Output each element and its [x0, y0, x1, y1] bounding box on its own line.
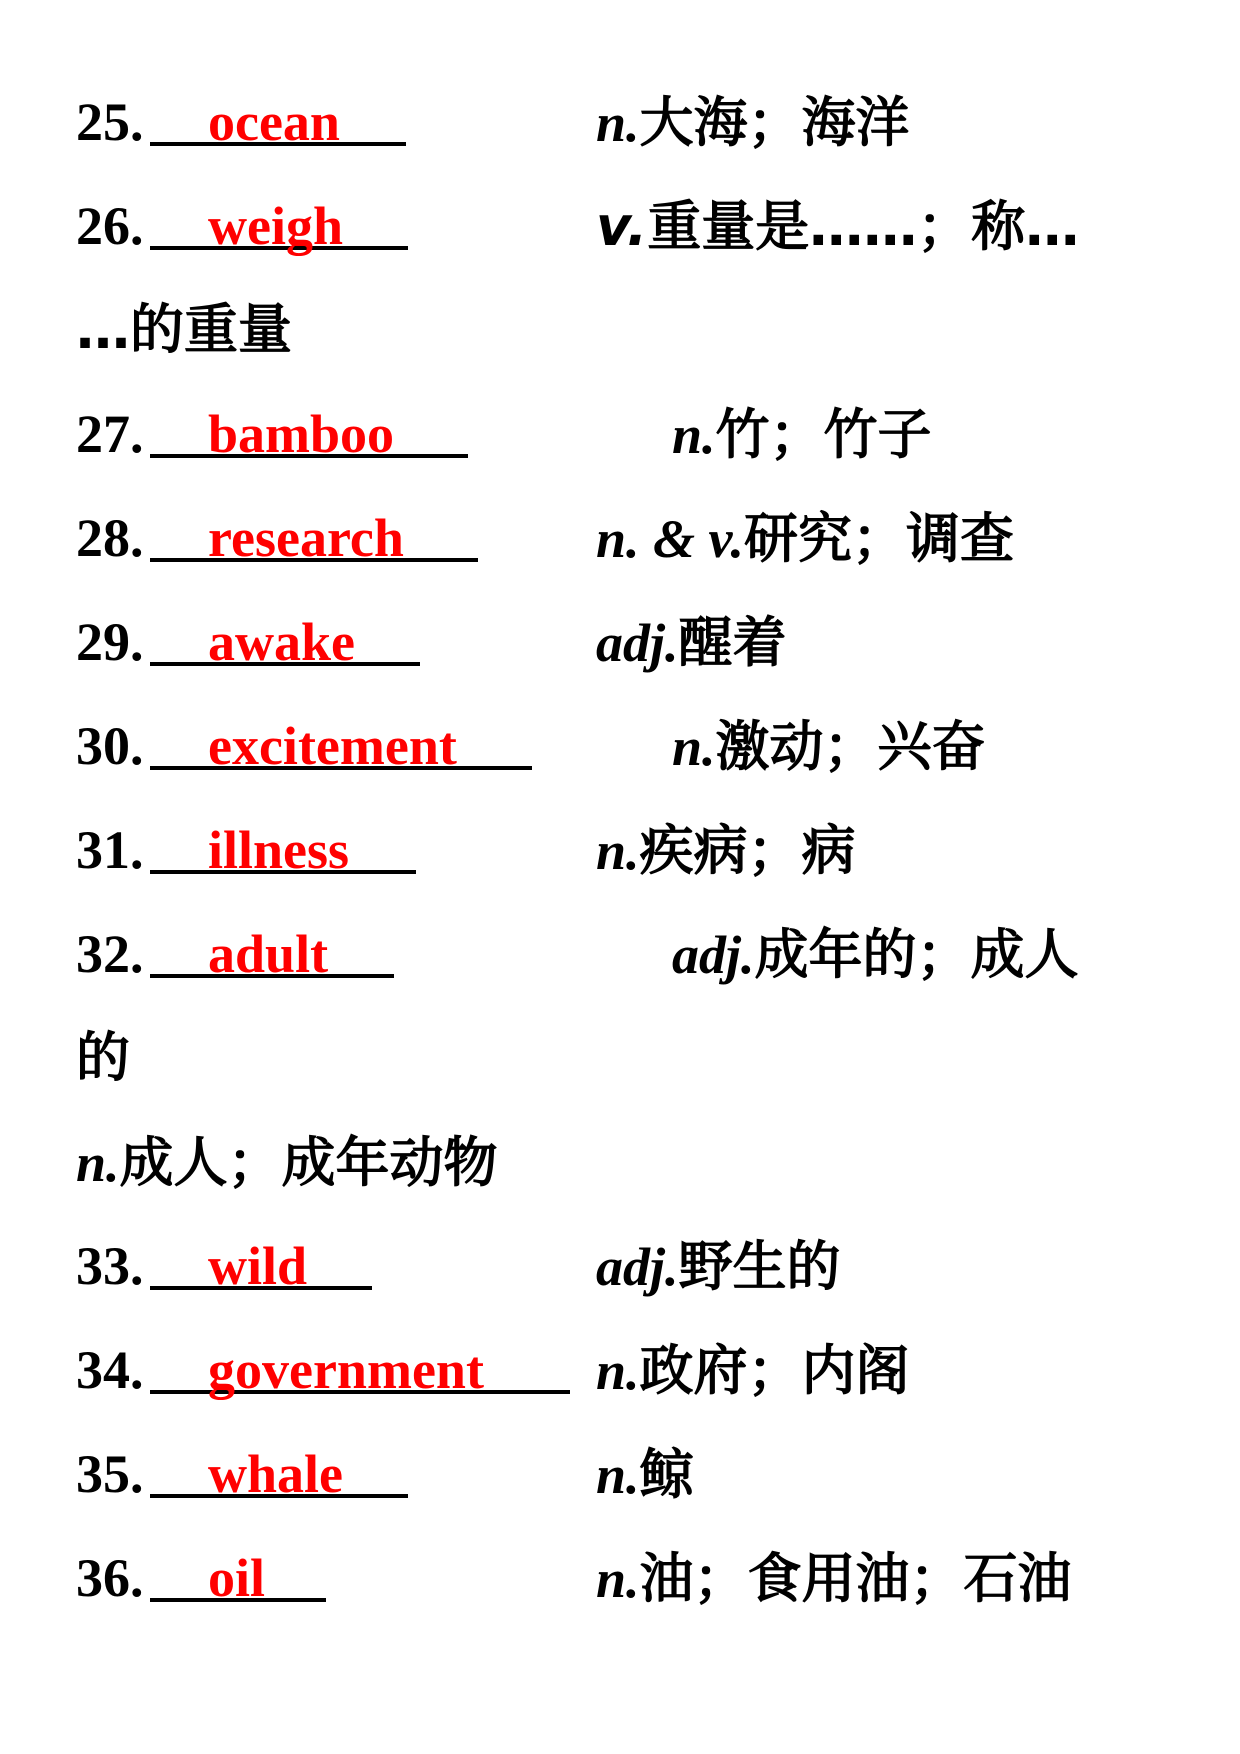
part-of-speech: v. — [596, 195, 648, 258]
definition — [596, 1424, 694, 1525]
part-of-speech: n. & v. — [596, 509, 744, 569]
answer-word: wild — [208, 1236, 308, 1296]
answer-word: whale — [208, 1444, 343, 1504]
entry-30 — [0, 696, 1240, 796]
definition — [672, 384, 932, 485]
entry-36 — [0, 1528, 1240, 1628]
entry-33 — [0, 1216, 1240, 1316]
chinese-meaning: 激动；兴奋 — [715, 715, 986, 778]
answer-blank[interactable] — [150, 1528, 326, 1628]
definition — [76, 1112, 498, 1213]
answer-word: weigh — [208, 196, 343, 256]
part-of-speech: n. — [672, 405, 716, 465]
definition — [596, 800, 856, 901]
entry-number: 27. — [76, 404, 144, 464]
entry-35 — [0, 1424, 1240, 1524]
answer-word: excitement — [208, 716, 457, 776]
chinese-meaning: 研究；调查 — [744, 507, 1014, 570]
part-of-speech: n. — [596, 821, 640, 881]
answer-word: illness — [208, 820, 350, 880]
definition — [596, 1528, 1072, 1629]
chinese-meaning: 重量是……；称… — [647, 195, 1080, 258]
entry-number: 36. — [76, 1548, 144, 1608]
entry-number: 25. — [76, 92, 144, 152]
answer-word: adult — [208, 924, 329, 984]
meaning-continuation: …的重量 — [76, 298, 292, 361]
entry-34 — [0, 1320, 1240, 1420]
answer-blank[interactable] — [150, 176, 408, 276]
chinese-meaning: 疾病；病 — [639, 819, 856, 882]
chinese-meaning: 鲸 — [639, 1443, 694, 1506]
entry-31 — [0, 800, 1240, 900]
answer-blank[interactable] — [150, 1216, 372, 1316]
answer-word: oil — [208, 1548, 266, 1608]
part-of-speech: adj. — [596, 613, 679, 673]
answer-blank[interactable] — [150, 696, 532, 796]
part-of-speech: adj. — [672, 925, 755, 985]
answer-word: awake — [208, 612, 355, 672]
definition — [672, 696, 986, 797]
part-of-speech: adj. — [596, 1237, 679, 1297]
definition — [596, 176, 1079, 277]
answer-blank[interactable] — [150, 592, 420, 692]
definition — [596, 592, 787, 693]
entry-32-continuation — [0, 1008, 1240, 1108]
part-of-speech: n. — [596, 1549, 640, 1609]
chinese-meaning: 成人；成年动物 — [119, 1131, 498, 1194]
part-of-speech: n. — [596, 1341, 640, 1401]
entry-28 — [0, 488, 1240, 588]
entry-number: 29. — [76, 612, 144, 672]
entry-number: 33. — [76, 1236, 144, 1296]
answer-word: ocean — [208, 92, 340, 152]
answer-blank[interactable] — [150, 800, 416, 900]
answer-blank[interactable] — [150, 1320, 570, 1420]
entry-number: 28. — [76, 508, 144, 568]
chinese-meaning: 政府；内阁 — [639, 1339, 910, 1402]
answer-word: bamboo — [208, 404, 395, 464]
chinese-meaning: 野生的 — [678, 1235, 841, 1298]
chinese-meaning: 油；食用油；石油 — [639, 1547, 1072, 1610]
definition — [596, 72, 910, 173]
answer-blank[interactable] — [150, 1424, 408, 1524]
entry-26-continuation — [0, 280, 1240, 380]
entry-number: 30. — [76, 716, 144, 776]
entry-26 — [0, 176, 1240, 276]
entry-number: 31. — [76, 820, 144, 880]
definition — [672, 904, 1079, 1005]
entry-number: 26. — [76, 196, 144, 256]
definition — [596, 488, 1014, 589]
meaning-continuation: 的 — [76, 1026, 130, 1089]
answer-blank[interactable] — [150, 384, 468, 484]
entry-29 — [0, 592, 1240, 692]
chinese-meaning: 成年的；成人 — [754, 923, 1079, 986]
entry-25 — [0, 72, 1240, 172]
part-of-speech: n. — [76, 1133, 120, 1193]
part-of-speech: n. — [672, 717, 716, 777]
answer-word: research — [208, 508, 404, 568]
definition — [596, 1216, 841, 1317]
entry-32-extra-definition — [0, 1112, 1240, 1212]
chinese-meaning: 竹；竹子 — [715, 403, 932, 466]
answer-blank[interactable] — [150, 488, 478, 588]
entry-number: 34. — [76, 1340, 144, 1400]
definition — [596, 1320, 910, 1421]
entry-number: 32. — [76, 924, 144, 984]
answer-word: government — [208, 1340, 484, 1400]
entry-number: 35. — [76, 1444, 144, 1504]
entry-27 — [0, 384, 1240, 484]
chinese-meaning: 醒着 — [678, 611, 787, 674]
entry-32 — [0, 904, 1240, 1004]
part-of-speech: n. — [596, 93, 640, 153]
answer-blank[interactable] — [150, 72, 406, 172]
answer-blank[interactable] — [150, 904, 394, 1004]
part-of-speech: n. — [596, 1445, 640, 1505]
chinese-meaning: 大海；海洋 — [639, 91, 910, 154]
